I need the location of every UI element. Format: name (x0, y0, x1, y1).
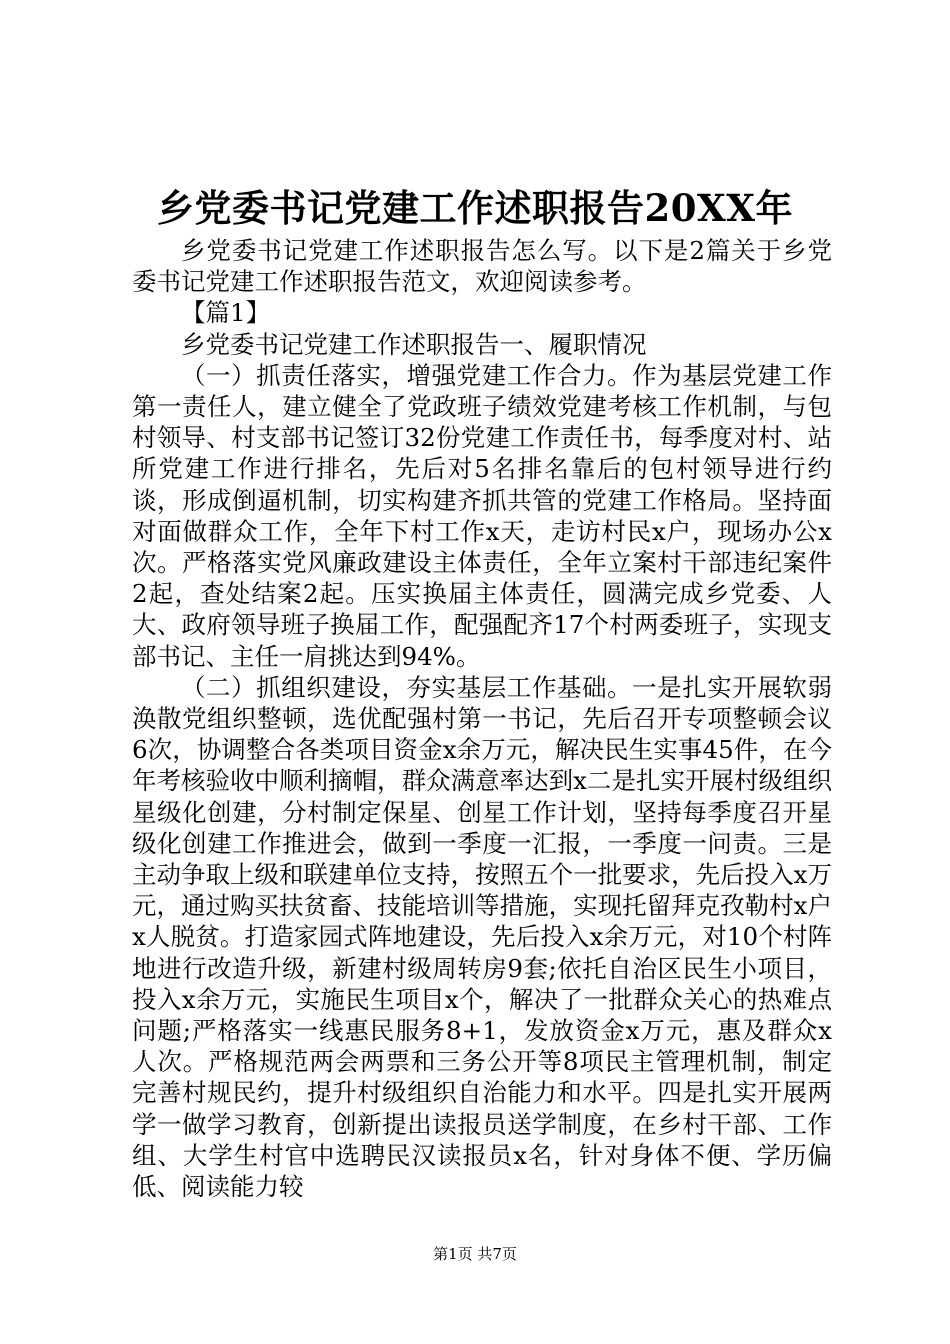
report-heading: 乡党委书记党建工作述职报告一、履职情况 (181, 329, 647, 359)
document-body (132, 235, 832, 1202)
page-footer: 第1页 共7页 (433, 1245, 517, 1263)
body-paragraph-responsibility: （一）抓责任落实，增强党建工作合力。作为基层党建工作第一责任人，建立健全了党政班子绩效党建考核工作机制，与包村领导、村支部书记签订32份党建工作责任书，每季度对村、站所党建工作进行排名，先后对5名排名靠后的包村领导进行约谈，形成倒逼机制，切实构建齐抓共管的党建工作格局。坚持面对面做群众工作，全年下村工作x天，走访村民x户，现场办公x次。严格落实党风廉政建设主体责任，全年立案村干部违纪案件2起，查处结案2起。压实换届主体责任，圆满完成乡党委、人大、政府领导班子换届工作，配强配齐17个村两委班子，实现支部书记、主任一肩挑达到94%。 (132, 360, 832, 671)
section-heading: 【篇1】 (181, 298, 271, 328)
body-paragraph-organization: （二）抓组织建设，夯实基层工作基础。一是扎实开展软弱涣散党组织整顿，选优配强村第一书记，先后召开专项整顿会议6次，协调整合各类项目资金x余万元，解决民生实事45件，在今年考核验收中顺利摘帽，群众满意率达到x二是扎实开展村级组织星级化创建，分村制定保星、创星工作计划，坚持每季度召开星级化创建工作推进会，做到一季度一汇报，一季度一问责。三是主动争取上级和联建单位支持，按照五个一批要求，先后投入x万元，通过购买扶贫畜、技能培训等措施，实现托留拜克孜勒村x户x人脱贫。打造家园式阵地建设，先后投入x余万元，对10个村阵地进行改造升级，新建村级周转房9套;依托自治区民生小项目，投入x余万元，实施民生项目x个，解决了一批群众关心的热难点问题;严格落实一线惠民服务8+1，发放资金x万元，惠及群众x人次。严格规范两会两票和三务公开等8项民主管理机制，制定完善村规民约，提升村级组织自治能力和水平。四是扎实开展两学一做学习教育，创新提出读报员送学制度，在乡村干部、工作组、大学生村官中选聘民汉读报员x名，针对身体不便、学历偏低、阅读能力较 (132, 672, 832, 1202)
document-title: 乡党委书记党建工作述职报告20XX年 (157, 186, 793, 230)
intro-paragraph: 乡党委书记党建工作述职报告怎么写。以下是2篇关于乡党委书记党建工作述职报告范文，欢迎阅读参考。 (132, 236, 832, 297)
